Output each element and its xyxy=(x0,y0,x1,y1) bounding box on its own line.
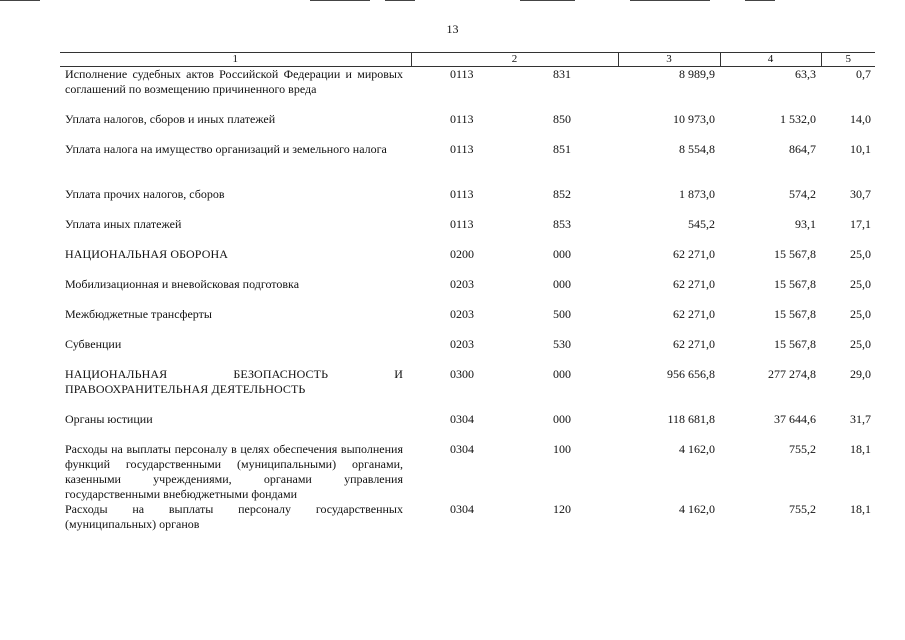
table-row xyxy=(60,442,875,502)
column-header-1: 1 xyxy=(60,53,411,67)
row-name: НАЦИОНАЛЬНАЯ ОБОРОНА xyxy=(65,247,228,261)
top-edge-rule xyxy=(745,0,775,1)
row-value-4: 277 274,8 xyxy=(768,367,816,381)
row-expense-type: 100 xyxy=(553,442,571,456)
row-section-code: 0113 xyxy=(450,187,474,201)
table-row xyxy=(60,217,875,247)
row-name: Исполнение судебных актов Российской Федерации и мировых соглашений по возмещению причиненного вреда xyxy=(65,67,403,96)
row-value-5: 14,0 xyxy=(850,112,871,126)
table-row xyxy=(60,277,875,307)
row-value-3: 4 162,0 xyxy=(679,502,715,516)
row-name: Мобилизационная и вневойсковая подготовка xyxy=(65,277,300,291)
row-value-5: 25,0 xyxy=(850,307,871,321)
row-section-code: 0113 xyxy=(450,142,474,156)
budget-table xyxy=(60,52,875,532)
row-expense-type: 000 xyxy=(553,247,571,261)
row-expense-type: 852 xyxy=(553,187,571,201)
row-section-code: 0203 xyxy=(450,337,474,351)
row-section-code: 0113 xyxy=(450,217,474,231)
row-name: Органы юстиции xyxy=(65,412,153,426)
row-value-5: 29,0 xyxy=(850,367,871,381)
row-name: Расходы на выплаты персоналу государственных (муниципальных) органов xyxy=(65,502,403,531)
row-name: Уплата иных платежей xyxy=(65,217,182,231)
row-value-5: 25,0 xyxy=(850,277,871,291)
row-value-4: 864,7 xyxy=(789,142,816,156)
row-expense-type: 500 xyxy=(553,307,571,321)
row-value-3: 62 271,0 xyxy=(673,307,715,321)
row-value-5: 17,1 xyxy=(850,217,871,231)
row-value-3: 545,2 xyxy=(688,217,715,231)
row-value-3: 10 973,0 xyxy=(673,112,715,126)
row-value-5: 30,7 xyxy=(850,187,871,201)
budget-table-wrapper xyxy=(60,52,875,532)
row-value-3: 956 656,8 xyxy=(667,367,715,381)
table-row xyxy=(60,502,875,532)
row-value-4: 574,2 xyxy=(789,187,816,201)
page-number: 13 xyxy=(446,22,459,36)
row-name: Уплата налогов, сборов и иных платежей xyxy=(65,112,276,126)
row-expense-type: 000 xyxy=(553,412,571,426)
row-value-5: 31,7 xyxy=(850,412,871,426)
column-header-5: 5 xyxy=(821,53,875,67)
row-expense-type: 530 xyxy=(553,337,571,351)
row-name: НАЦИОНАЛЬНАЯ БЕЗОПАСНОСТЬ И ПРАВООХРАНИТЕЛЬНАЯ ДЕЯТЕЛЬНОСТЬ xyxy=(65,367,403,396)
row-section-code: 0203 xyxy=(450,307,474,321)
row-value-3: 1 873,0 xyxy=(679,187,715,201)
top-edge-rule xyxy=(0,0,40,1)
row-value-3: 8 989,9 xyxy=(679,67,715,81)
row-value-4: 15 567,8 xyxy=(774,247,816,261)
table-row xyxy=(60,412,875,442)
row-value-4: 15 567,8 xyxy=(774,277,816,291)
table-row xyxy=(60,142,875,187)
column-header-4: 4 xyxy=(720,53,821,67)
row-name: Уплата налога на имущество организаций и земельного налога xyxy=(65,142,387,156)
row-name: Межбюджетные трансферты xyxy=(65,307,212,321)
row-expense-type: 851 xyxy=(553,142,571,156)
column-number-header xyxy=(60,53,875,67)
table-row xyxy=(60,112,875,142)
top-edge-rule xyxy=(385,0,415,1)
row-value-3: 118 681,8 xyxy=(667,412,715,426)
table-row xyxy=(60,307,875,337)
row-name: Субвенции xyxy=(65,337,122,351)
row-section-code: 0113 xyxy=(450,112,474,126)
row-expense-type: 850 xyxy=(553,112,571,126)
row-section-code: 0200 xyxy=(450,247,474,261)
row-section-code: 0304 xyxy=(450,502,474,516)
row-value-3: 62 271,0 xyxy=(673,277,715,291)
column-header-3: 3 xyxy=(618,53,720,67)
row-expense-type: 120 xyxy=(553,502,571,516)
top-edge-rule xyxy=(520,0,575,1)
row-value-4: 93,1 xyxy=(795,217,816,231)
row-value-4: 755,2 xyxy=(789,442,816,456)
row-value-5: 18,1 xyxy=(850,502,871,516)
table-row xyxy=(60,367,875,412)
row-section-code: 0304 xyxy=(450,442,474,456)
row-value-3: 62 271,0 xyxy=(673,247,715,261)
row-expense-type: 000 xyxy=(553,367,571,381)
row-value-4: 1 532,0 xyxy=(780,112,816,126)
row-value-4: 755,2 xyxy=(789,502,816,516)
row-value-4: 63,3 xyxy=(795,67,816,81)
row-section-code: 0113 xyxy=(450,67,474,81)
column-header-2: 2 xyxy=(411,53,618,67)
row-section-code: 0304 xyxy=(450,412,474,426)
row-value-3: 4 162,0 xyxy=(679,442,715,456)
row-name: Расходы на выплаты персоналу в целях обеспечения выполнения функций государственными (муниципальными) органами, казенными учреждениями, органами управления государственными внебюджетными фондами xyxy=(65,442,403,501)
row-expense-type: 831 xyxy=(553,67,571,81)
row-value-5: 25,0 xyxy=(850,247,871,261)
row-value-3: 62 271,0 xyxy=(673,337,715,351)
table-row xyxy=(60,67,875,113)
row-value-5: 18,1 xyxy=(850,442,871,456)
top-edge-rule xyxy=(630,0,710,1)
row-name: Уплата прочих налогов, сборов xyxy=(65,187,225,201)
row-value-4: 37 644,6 xyxy=(774,412,816,426)
row-expense-type: 853 xyxy=(553,217,571,231)
table-row xyxy=(60,337,875,367)
row-section-code: 0300 xyxy=(450,367,474,381)
row-value-4: 15 567,8 xyxy=(774,337,816,351)
top-edge-rule xyxy=(310,0,370,1)
row-value-4: 15 567,8 xyxy=(774,307,816,321)
row-value-5: 25,0 xyxy=(850,337,871,351)
row-value-5: 0,7 xyxy=(856,67,871,81)
table-row xyxy=(60,247,875,277)
row-value-3: 8 554,8 xyxy=(679,142,715,156)
row-value-5: 10,1 xyxy=(850,142,871,156)
table-row xyxy=(60,187,875,217)
row-section-code: 0203 xyxy=(450,277,474,291)
row-expense-type: 000 xyxy=(553,277,571,291)
